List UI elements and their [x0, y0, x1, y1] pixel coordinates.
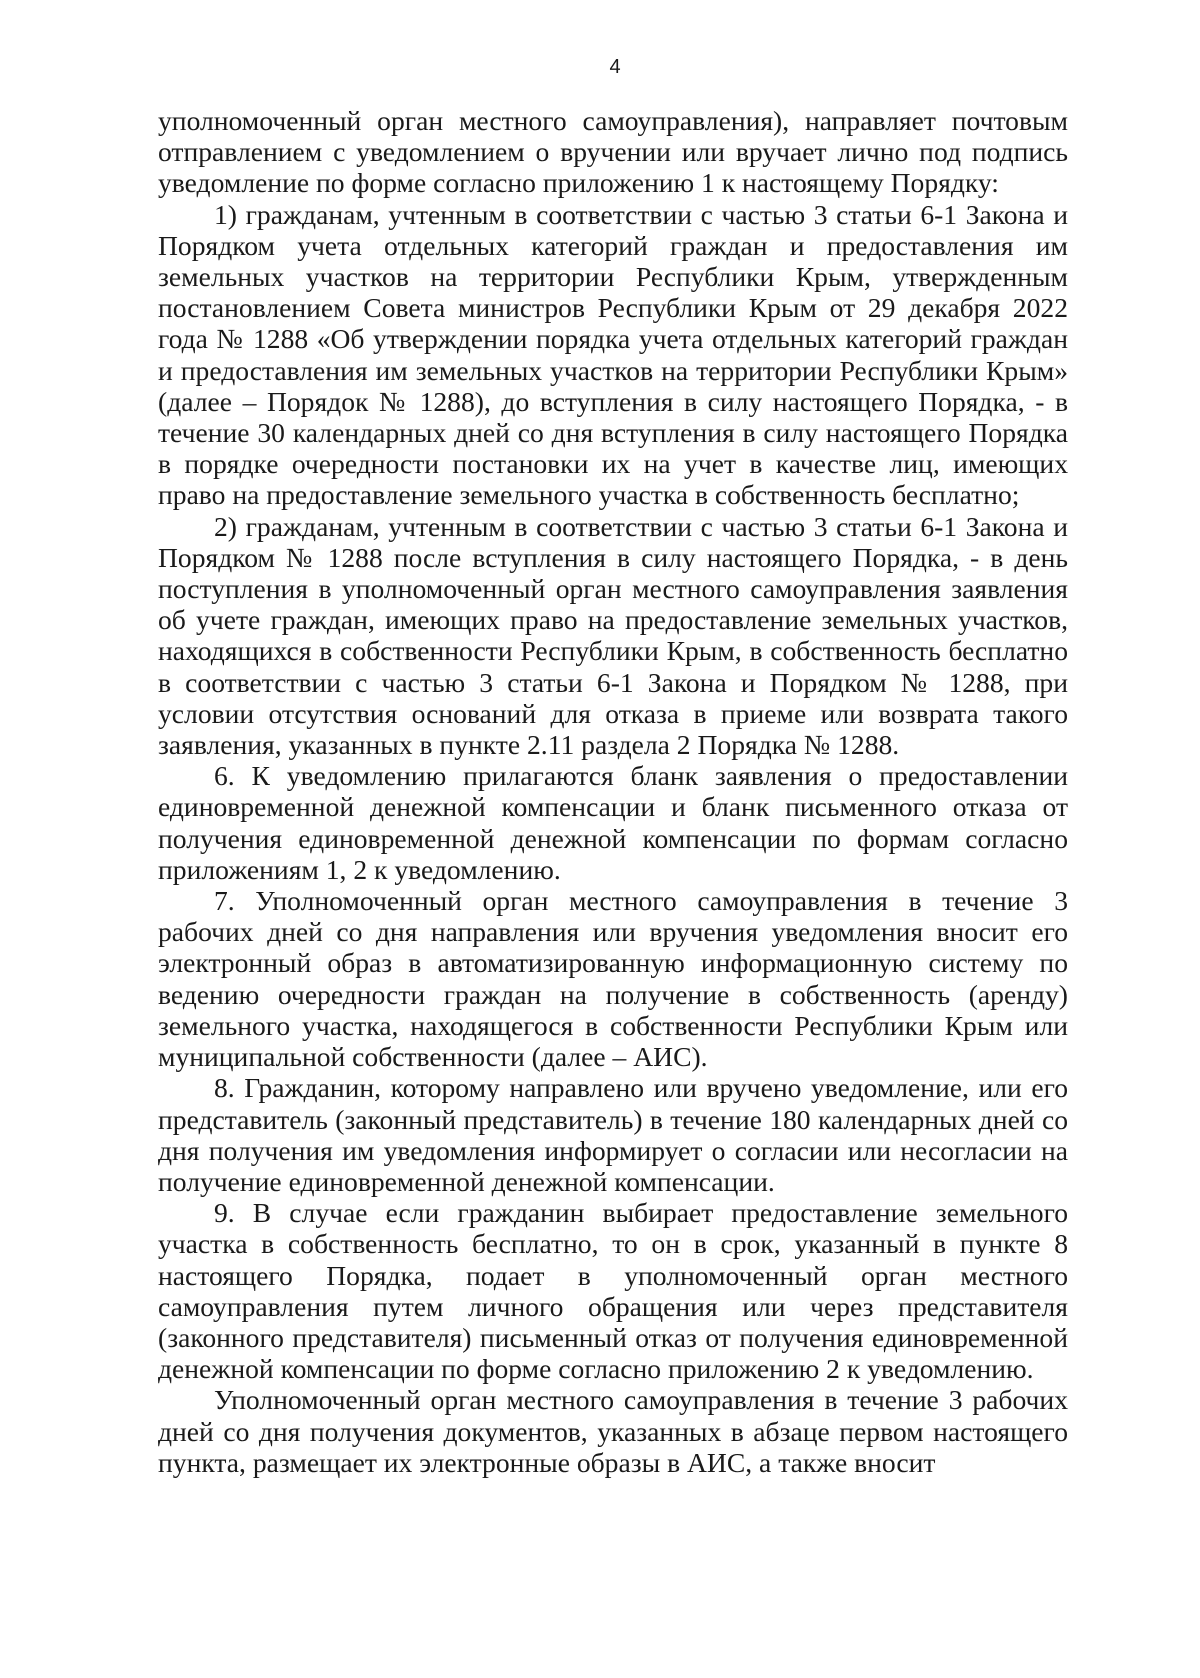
paragraph-continuation: уполномоченный орган местного самоуправления), направляет почтовым отправлением с уведомлением о вручении или вручает лично под подпись уведомление по форме согласно приложению 1 к настоящему Порядку: — [158, 105, 1068, 199]
paragraph-clause-8: 8. Гражданин, которому направлено или вручено уведомление, или его представитель (законный представитель) в течение 180 календарных дней со дня получения им уведомления информирует о согласии или несогласии на получение единовременной денежной компенсации. — [158, 1072, 1068, 1197]
paragraph-item-2: 2) гражданам, учтенным в соответствии с частью 3 статьи 6-1 Закона и Порядком № 1288 после вступления в силу настоящего Порядка, - в день поступления в уполномоченный орган местного самоуправления заявления об учете граждан, имеющих право на предоставление земельных участков, находящихся в собственности Республики Крым, в собственность бесплатно в соответствии с частью 3 статьи 6-1 Закона и Порядком № 1288, при условии отсутствия оснований для отказа в приеме или возврата такого заявления, указанных в пункте 2.11 раздела 2 Порядка № 1288. — [158, 510, 1068, 761]
paragraph-clause-9-continued: Уполномоченный орган местного самоуправления в течение 3 рабочих дней со дня получения документов, указанных в абзаце первом настоящего пункта, размещает их электронные образы в АИС, а также вносит — [158, 1384, 1068, 1478]
paragraph-clause-9: 9. В случае если гражданин выбирает предоставление земельного участка в собственность бесплатно, то он в срок, указанный в пункте 8 настоящего Порядка, подает в уполномоченный орган местного самоуправления путем личного обращения или через представителя (законного представителя) письменный отказ от получения единовременной денежной компенсации по форме согласно приложению 2 к уведомлению. — [158, 1197, 1068, 1385]
paragraph-clause-7: 7. Уполномоченный орган местного самоуправления в течение 3 рабочих дней со дня направления или вручения уведомления вносит его электронный образ в автоматизированную информационную систему по ведению очередности граждан на получение в собственность (аренду) земельного участка, находящегося в собственности Республики Крым или муниципальной собственности (далее – АИС). — [158, 885, 1068, 1073]
page-number: 4 — [609, 56, 621, 78]
document-body — [158, 105, 1068, 1478]
paragraph-clause-6: 6. К уведомлению прилагаются бланк заявления о предоставлении единовременной денежной компенсации и бланк письменного отказа от получения единовременной денежной компенсации по формам согласно приложениям 1, 2 к уведомлению. — [158, 760, 1068, 885]
paragraph-item-1: 1) гражданам, учтенным в соответствии с частью 3 статьи 6-1 Закона и Порядком учета отдельных категорий граждан и предоставления им земельных участков на территории Республики Крым, утвержденным постановлением Совета министров Республики Крым от 29 декабря 2022 года № 1288 «Об утверждении порядка учета отдельных категорий граждан и предоставления им земельных участков на территории Республики Крым» (далее – Порядок № 1288), до вступления в силу настоящего Порядка, - в течение 30 календарных дней со дня вступления в силу настоящего Порядка в порядке очередности постановки их на учет в качестве лиц, имеющих право на предоставление земельного участка в собственность бесплатно; — [158, 198, 1068, 511]
